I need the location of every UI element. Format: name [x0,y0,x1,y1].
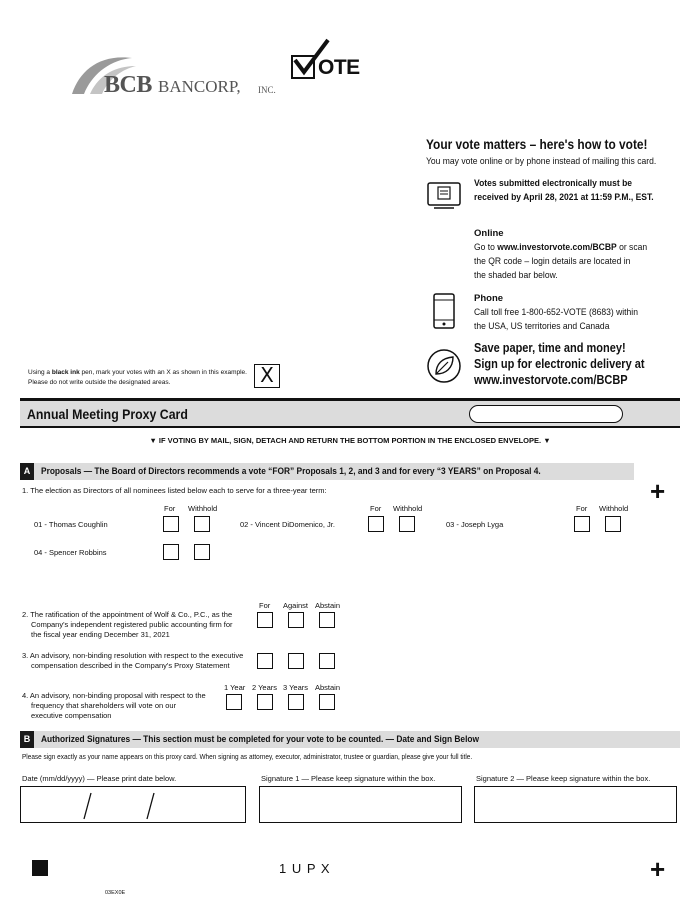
logo-brand-bold: BCB [104,72,152,98]
phone-title: Phone [474,293,504,304]
online-line3: the shaded bar below. [474,270,558,281]
pen-instructions-line1 [28,368,247,377]
phone-icon [432,292,456,330]
proposal-4-1-year-checkbox[interactable] [226,694,242,710]
deadline-line1: Votes submitted electronically must be [474,178,633,189]
proposal-3-for-checkbox[interactable] [257,653,273,669]
online-l1-pre: Go to [474,242,498,253]
proposal-3-line2: compensation described in the Company's Proxy Statement [31,661,230,670]
proposal-4-line3: executive compensation [31,711,112,720]
online-title: Online [474,228,504,239]
form-code: 1 U P X [279,861,331,876]
online-line2: the QR code – login details are located in [474,256,631,267]
nominee-04-withhold-checkbox[interactable] [194,544,210,560]
nominee-02-for-checkbox[interactable] [368,516,384,532]
col-abstain-p2: Abstain [315,601,341,610]
col-1-year: 1 Year [224,683,246,692]
col-for-3: For [576,504,588,513]
ballot-box-icon [426,180,462,210]
col-abstain-p4: Abstain [315,683,341,692]
card-title: Annual Meeting Proxy Card [27,406,188,422]
signature-1-label: Signature 1 — Please keep signature within the box. [261,774,436,783]
col-against-p2: Against [283,601,309,610]
paper-line1: Save paper, time and money! [474,341,626,355]
vote-text: OTE [318,56,360,79]
nominee-01-withhold-checkbox[interactable] [194,516,210,532]
col-withhold-2: Withhold [393,504,423,513]
proposal-2-line1: 2. The ratification of the appointment of Wolf & Co., P.C., as the [22,610,233,619]
proposal-4-abstain-checkbox[interactable] [319,694,335,710]
date-label: Date (mm/dd/yyyy) — Please print date below. [22,774,177,783]
proposal-4-2-years-checkbox[interactable] [257,694,273,710]
deadline-line2: received by April 28, 2021 at 11:59 P.M., EST. [474,192,654,203]
nominee-02-withhold-checkbox[interactable] [399,516,415,532]
signature-1-box[interactable] [259,786,462,823]
proposal-3-line1: 3. An advisory, non-binding resolution with respect to the executive [22,651,244,660]
nominee-01-for-checkbox[interactable] [163,516,179,532]
nominee-03-for-checkbox[interactable] [574,516,590,532]
example-mark: X [260,363,274,387]
col-3-years: 3 Years [283,683,309,692]
section-a-letter: A [20,463,34,480]
instr-pre: Using a [28,369,52,376]
col-for-p2: For [259,601,271,610]
proposal-3-against-checkbox[interactable] [288,653,304,669]
detach-notice: ▼ IF VOTING BY MAIL, SIGN, DETACH AND RETURN THE BOTTOM PORTION IN THE ENCLOSED ENVELOPE. ▼ [149,436,551,445]
instr-post: pen, mark your votes with an X as shown in this example. [79,369,247,376]
proposal-3-abstain-checkbox[interactable] [319,653,335,669]
example-mark-box [254,364,280,388]
proposal-1-text: 1. The election as Directors of all nominees listed below each to serve for a three-year term: [22,486,327,495]
date-separators-icon [21,787,245,822]
date-input-box[interactable] [20,786,246,823]
phone-line2: the USA, US territories and Canada [474,321,610,332]
col-withhold-1: Withhold [188,504,218,513]
proposal-2-against-checkbox[interactable] [288,612,304,628]
proposal-2-for-checkbox[interactable] [257,612,273,628]
section-b-bar [20,731,680,748]
logo-brand-rest: BANCORP, [158,77,241,96]
signature-instructions: Please sign exactly as your name appears on this proxy card. When signing as attorney, executor, administrator, trustee or guardian, please give your full title. [22,752,473,761]
nominee-04-for-checkbox[interactable] [163,544,179,560]
vote-heading: Your vote matters – here's how to vote! [426,136,648,152]
nominee-03: 03 - Joseph Lyga [446,520,504,529]
proposal-4-3-years-checkbox[interactable] [288,694,304,710]
proposal-2-line2: Company's independent registered public accounting firm for [31,620,233,629]
col-2-years: 2 Years [252,683,278,692]
small-form-code: 03EX0E [105,890,126,896]
paper-line3-link[interactable]: www.investorvote.com/BCBP [474,373,628,387]
signature-2-box[interactable] [474,786,677,823]
registration-plus-top: + [650,476,666,506]
section-a-title: Proposals — The Board of Directors recommends a vote “FOR” Proposals 1, 2, and 3 and for every “3 YEARS” on Proposal 4. [41,466,541,477]
nominee-04: 04 - Spencer Robbins [34,548,107,557]
online-l1-post: or scan [616,242,648,253]
section-b-title: Authorized Signatures — This section must be completed for your vote to be counted. — Date and Sign Below [41,734,480,745]
col-withhold-3: Withhold [599,504,629,513]
pen-instructions-line2: Please do not write outside the designated areas. [28,379,171,386]
proposal-2-abstain-checkbox[interactable] [319,612,335,628]
registration-square [32,860,48,876]
paper-line2: Sign up for electronic delivery at [474,357,645,371]
phone-line1: Call toll free 1-800-652-VOTE (8683) within [474,307,638,318]
col-for-2: For [370,504,382,513]
section-a-bar [20,463,634,480]
col-for-1: For [164,504,176,513]
proposal-4-line1: 4. An advisory, non-binding proposal with respect to the [22,691,206,700]
vote-subheading: You may vote online or by phone instead of mailing this card. [426,156,657,167]
section-b-letter: B [20,731,34,748]
online-url-link[interactable]: www.investorvote.com/BCBP [497,242,617,253]
logo-suffix: INC. [258,85,276,95]
registration-plus-bottom: + [650,854,666,884]
leaf-icon [426,348,462,384]
nominee-02: 02 - Vincent DiDomenico, Jr. [240,520,335,529]
online-line1 [474,242,647,253]
vote-logo [290,38,360,82]
nominee-03-withhold-checkbox[interactable] [605,516,621,532]
nominee-01: 01 - Thomas Coughlin [34,520,108,529]
instr-bold: black ink [51,369,80,376]
signature-2-label: Signature 2 — Please keep signature within the box. [476,774,651,783]
proposal-2-line3: the fiscal year ending December 31, 2021 [31,630,170,639]
company-logo [70,52,290,100]
qr-login-field[interactable] [469,405,623,423]
title-bar [20,398,680,428]
proposal-4-line2: frequency that shareholders will vote on our [31,701,177,710]
